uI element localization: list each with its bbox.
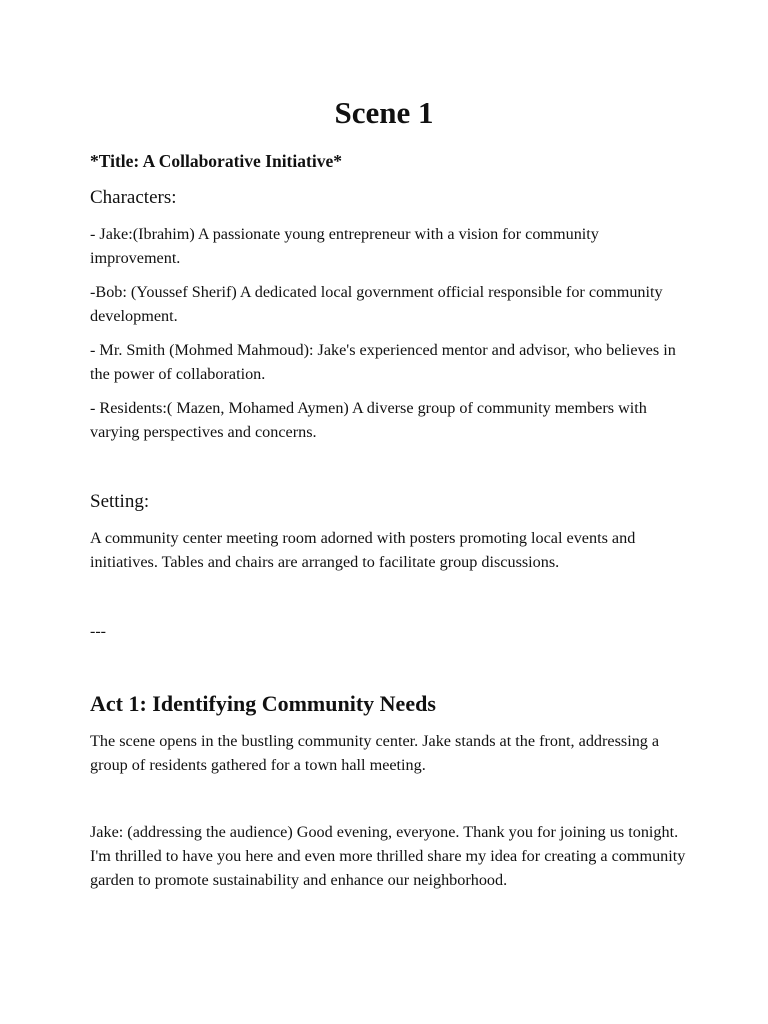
setting-label: Setting:	[90, 491, 150, 512]
act-intro-paragraph: The scene opens in the bustling community center. Jake stands at the front, addressing a group of residents gathered for a town hall meeting.	[90, 732, 660, 774]
character-entry-mr-smith: - Mr. Smith (Mohmed Mahmoud): Jake's experienced mentor and advisor, who believes in the power of collaboration.	[90, 341, 676, 383]
setting-description: A community center meeting room adorned with posters promoting local events and initiatives. Tables and chairs are arranged to facilitate group discussions.	[90, 529, 636, 571]
dialogue-paragraph: Jake: (addressing the audience) Good evening, everyone. Thank you for joining us tonight. I'm thrilled to have you here and even more thrilled share my idea for creating a community garden to promote sustainability and enhance our neighborhood.	[90, 823, 686, 889]
character-entry-bob: -Bob: (Youssef Sherif) A dedicated local government official responsible for community development.	[90, 283, 663, 325]
characters-label: Characters:	[90, 187, 177, 208]
character-entry-jake: - Jake:(Ibrahim) A passionate young entrepreneur with a vision for community improvement.	[90, 225, 599, 267]
act-heading: Act 1: Identifying Community Needs	[90, 691, 436, 716]
character-entry-residents: - Residents:( Mazen, Mohamed Aymen) A diverse group of community members with varying perspectives and concerns.	[90, 399, 647, 441]
scene-title: Scene 1	[334, 95, 434, 130]
play-title: *Title: A Collaborative Initiative*	[90, 151, 342, 171]
section-separator: ---	[90, 623, 106, 640]
